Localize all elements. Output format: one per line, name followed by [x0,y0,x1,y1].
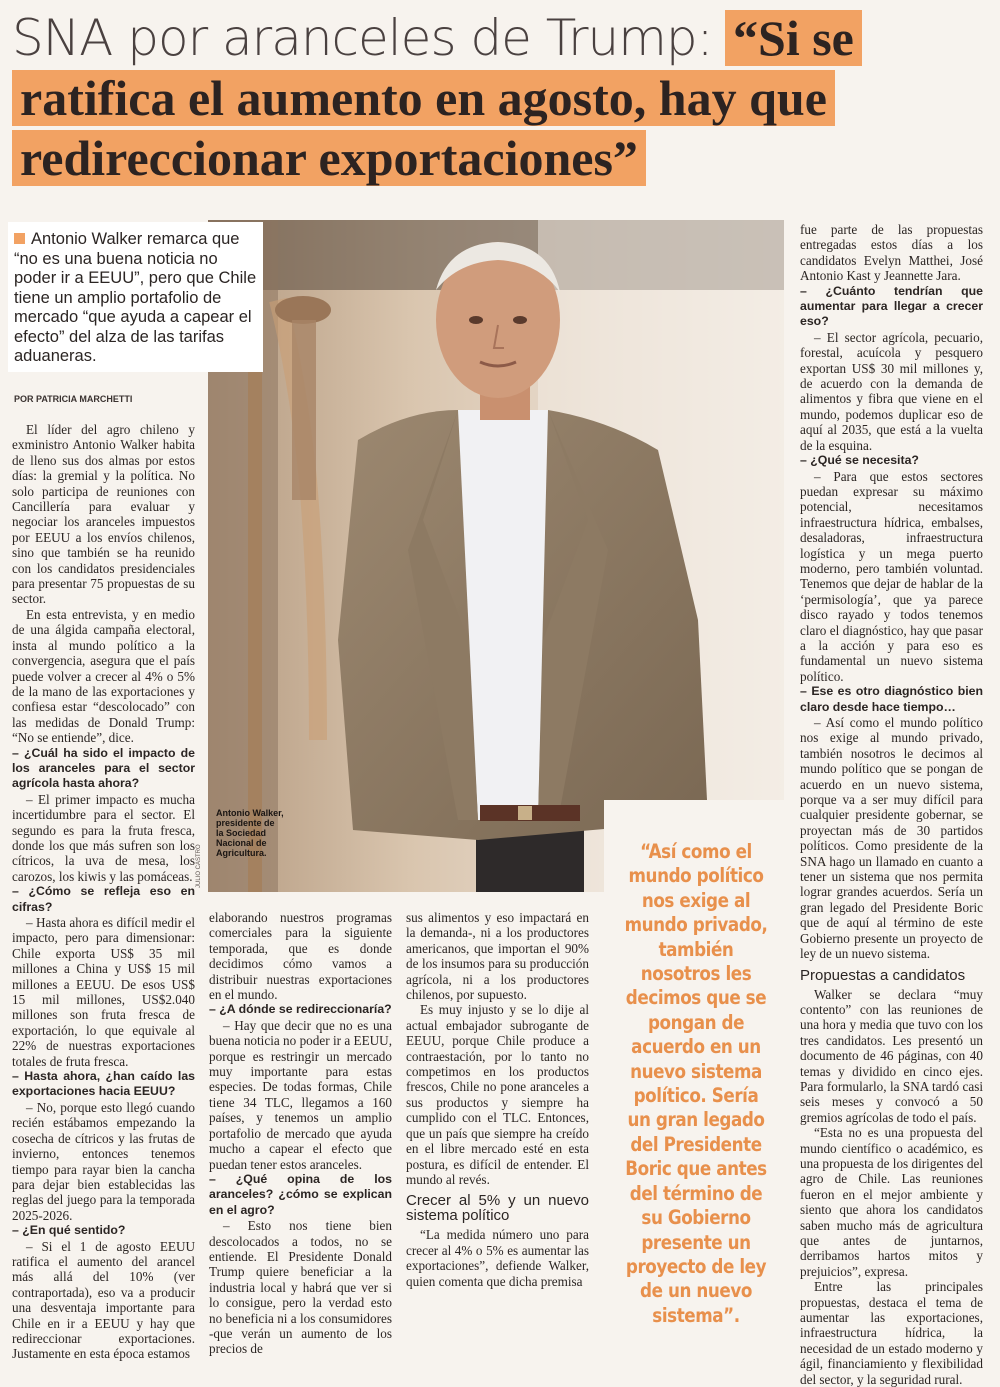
question: – ¿Cuál ha sido el impacto de los aranceles para el sector agrícola hasta ahora? [12,745,195,791]
paragraph: – Hay que decir que no es una buena noticia no poder ir a EEUU, porque es restringir un mercado muy importante para estas especies. De todas formas, Chile tiene 34 TLC, llegamos a 160 países, y tenemos un amplio portafolio de mercado que ayuda mucho a capear el efecto que puedan tener estos aranceles. [209,1017,392,1172]
paragraph: “Esta no es una propuesta del mundo científico o académico, es una propuesta de los dirigentes del agro de Chile. Las reuniones fueron en el mejor ambiente y siento que ahora los candidatos saben mucho más de agricultura que antes de juntarnos, derribamos hartos mitos y prejuicios”, expresa. [800,1125,983,1279]
photo-credit: JULIO CASTRO [196,844,202,888]
paragraph: – El primer impacto es mucha incertidumbre para el sector. El segundo es para la fruta fresca, donde los que más sufren son los cítricos, la uva de mesa, los carozos, los kiwis y las pomáceas. [12,791,195,884]
photo-caption: Antonio Walker, presidente de la Sociedad Nacional de Agricultura. [216,808,284,858]
question: – ¿Qué se necesita? [800,453,919,468]
paragraph: – Para que estos sectores puedan expresar su máximo potencial, necesitamos infraestructura hídrica, embalses, desaladoras, infraestructura logística y un mega puerto moderno, pero también voluntad. Tenemos que dejar de hablar de la ‘permisología’, que ya parece disco rayado y todos tenemos claro el diagnóstico, hay que pasar a la acción y para eso es fundamental un nuevo sistema político. [800,468,983,684]
question: – ¿Cómo se refleja eso en cifras? [12,884,195,914]
column-4 [800,222,983,1387]
paragraph: En esta entrevista, y en medio de una álgida campaña electoral, insta al mundo político a la convergencia, asegura que el país puede volver a crecer al 4% o 5% de la mano de las exportaciones y confiesa estar “descolocado” con las medidas de Donald Trump: “No se entiende”, dice. [12,606,195,746]
question: – ¿A dónde se redireccionaría? [209,1002,392,1017]
headline-prefix: SNA por aranceles de Trump: [12,9,713,67]
lead-text: Antonio Walker remarca que “no es una buena noticia no poder ir a EEUU”, pero que Chile tiene un amplio portafolio de mercado “que ayuda a capear el efecto” del alza de las tarifas aduaneras. [14,230,257,365]
paragraph: fue parte de las propuestas entregadas estos días a los candidatos Evelyn Matthei, José Antonio Kast y Jeannette Jara. [800,222,983,284]
question: – ¿Qué opina de los aranceles? ¿cómo se explican en el agro? [209,1171,392,1217]
paragraph: Walker se declara “muy contento” con las reuniones de una hora y media que tuvo con los tres candidatos. Les presentó un documento de 46 páginas, con 40 temas y dividido en cinco ejes. Para formularlo, la SNA tardó casi seis meses y convocó a 50 gremios agrícolas de todo el país. [800,986,983,1125]
paragraph: elaborando nuestros programas comerciales para la siguiente temporada, que es donde decidimos cómo vamos a distribuir nuestras exportaciones en el mundo. [209,910,392,1003]
paragraph: – Hasta ahora es difícil medir el impacto, pero para dimensionar: Chile exporta US$ 35 mil millones a China y US$ 15 mil millones a EEUU. De esos US$ 15 mil millones, US$2.040 millones son fruta fresca de exportación, lo que equivale al 22% de nuestras exportaciones totales de fruta fresca. [12,915,195,1069]
paragraph: – El sector agrícola, pecuario, forestal, acuícola y pesquero exportan US$ 30 mil millones y, de acuerdo con la demanda de alimentos y fibra que viene en el mundo, podemos duplicar eso de aquí al 2035, que está a la vuelta de la esquina. [800,329,983,453]
paragraph: Entre las principales propuestas, destaca el tema de aumentar las exportaciones, infraestructura hídrica, la necesidad de un estado moderno y ágil, financiamiento y flexibilidad del sector, y la seguridad rural. [800,1279,983,1387]
question: – ¿Cuánto tendrían que aumentar para llegar a crecer eso? [800,283,983,329]
portrait-illustration [208,220,784,892]
subheading: Crecer al 5% y un nuevo sistema político [406,1192,589,1225]
question: – Ese es otro diagnóstico bien claro desde hace tiempo… [800,684,983,714]
paragraph: – Si el 1 de agosto EEUU ratifica el aumento del arancel más allá del 10% (ver contraportada), eso va a producir una desventaja importante para Chile en ir a EEUU y hay que redireccionar exportaciones. Justamente en esta época estamos [12,1238,195,1362]
portrait-photo [208,220,784,892]
question: – ¿En qué sentido? [12,1223,126,1238]
headline-quote: “Si se ratifica el aumento en agosto, hay que redireccionar exportaciones” [12,10,862,186]
paragraph: – No, porque esto llegó cuando recién estábamos empezando la cosecha de cítricos y las frutas de invierno, entonces tenemos tiempo para rayar bien la cancha para dejar bien establecidas las reglas del juego para la temporada 2025-2026. [12,1099,195,1223]
column-1 [12,422,195,1362]
paragraph: sus alimentos y eso impactará en la demanda-, ni a los productores americanos, que importan el 90% de los insumos para su producción agrícola, ni a los productores chilenos, por supuesto. [406,910,589,1003]
paragraph: El líder del agro chileno y exministro Antonio Walker habita de lleno sus dos almas por estos días: la gremial y la política. No solo participa de reuniones con Cancillería para evaluar y negociar los aranceles impuestos por EEUU a los envíos chilenos, sino que también se ha reunido con los candidatos presidenciales para presentar 75 propuestas de su sector. [12,422,195,607]
paragraph: Es muy injusto y se lo dije al actual embajador subrogante de EEUU, porque Chile produce a contraestación, por lo tanto no competimos en los productos frescos, Chile no pone aranceles a sus productos y siempre ha cumplido con el TLC. Entonces, que un país que siempre ha creído en el libre mercado esté en esta postura, es difícil de entender. El mundo al revés. [406,1002,589,1187]
headline [12,8,992,188]
column-2 [209,910,392,1357]
paragraph: – Así como el mundo político nos exige al mundo privado, también nosotros le decimos al mundo político que se pongan de acuerdo en un nuevo sistema, porque va a ser muy difícil para cualquier presidente gobernar, se proyectan más de 30 partidos políticos. Como presidente de la SNA hago un llamado en cuanto a tener un sistema que nos permita lograr grandes acuerdos. Sería un gran legado del Presidente Boric que de aquí al término de este Gobierno presente un proyecto de ley de un nuevo sistema. [800,715,983,962]
paragraph: “La medida número uno para crecer al 4% o 5% es aumentar las exportaciones”, defiende Walker, quien comenta que dicha premisa [406,1227,589,1289]
bullet-square-icon [14,233,25,244]
subheading: Propuestas a candidatos [800,966,966,984]
lead-summary [8,222,263,372]
column-3 [406,910,589,1289]
question: – Hasta ahora, ¿han caído las exportaciones hacia EEUU? [12,1069,195,1099]
paragraph: – Esto nos tiene bien descolocados a todos, no se entiende. El Presidente Donald Trump quiere beneficiar a la industria local y habrá que ver si lo consigue, pero la verdad esto no beneficia ni a los consumidores -que verán un aumento de los precios de [209,1218,392,1357]
byline: POR PATRICIA MARCHETTI [14,394,133,404]
pull-quote: “Así como el mundo político nos exige al mundo privado, también nosotros les decimos que se pongan de acuerdo en un nuevo sistema político. Sería un gran legado del Presidente Boric que antes del término de su Gobierno presente un proyecto de ley de un nuevo sistema”. [624,840,768,1327]
